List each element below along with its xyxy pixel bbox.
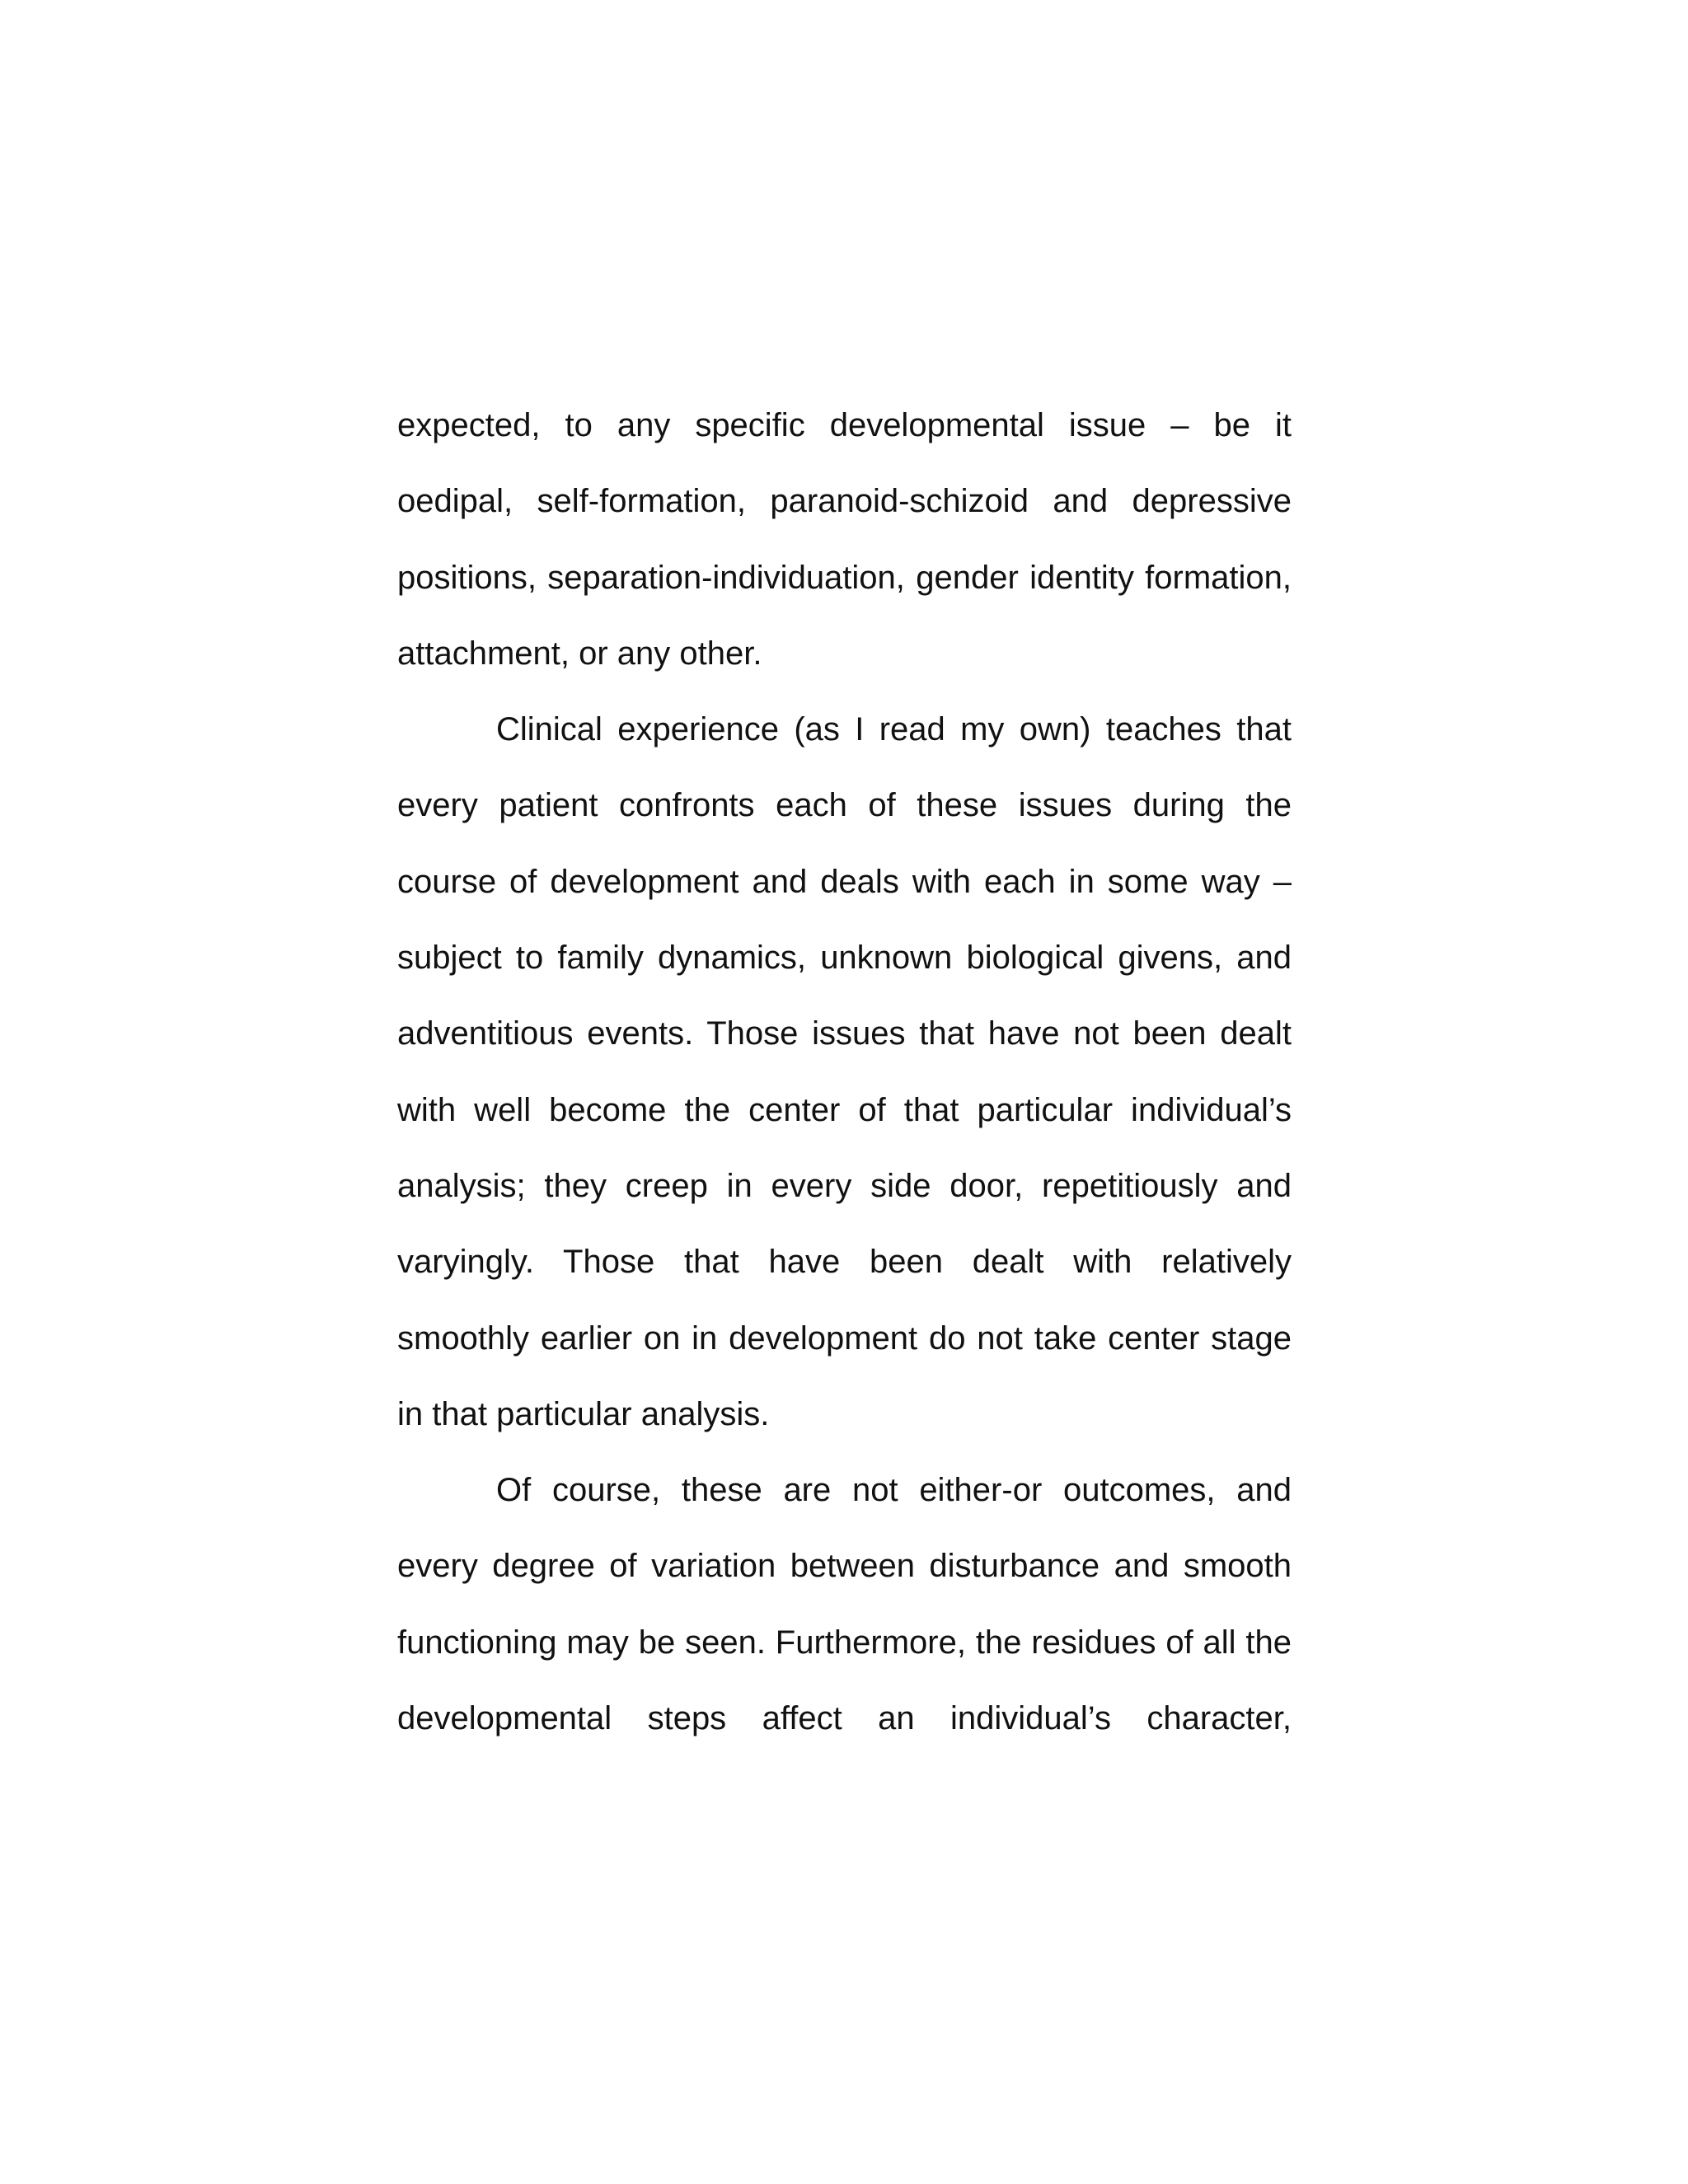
text-line: smoothly earlier on in development do not take center stage — [397, 1319, 1292, 1357]
text-line: course of development and deals with each in some way – — [397, 863, 1292, 900]
text-line: functioning may be seen. Furthermore, the residues of all the — [397, 1624, 1292, 1661]
text-line: varyingly. Those that have been dealt with relatively — [397, 1244, 1292, 1281]
text-line: positions, separation-individuation, gender identity formation, — [397, 559, 1292, 596]
text-line: subject to family dynamics, unknown biological givens, and — [397, 940, 1292, 977]
text-line: every degree of variation between disturbance and smooth — [397, 1548, 1292, 1585]
text-line: analysis; they creep in every side door, repetitiously and — [397, 1167, 1292, 1204]
text-line: Of course, these are not either-or outcomes, and — [496, 1472, 1292, 1509]
text-line: with well become the center of that particular individual’s — [397, 1091, 1292, 1128]
text-line: developmental steps affect an individual’s character, — [397, 1700, 1292, 1737]
text-line: Clinical experience (as I read my own) teaches that — [496, 711, 1292, 748]
body-text — [397, 387, 1292, 1756]
text-line: adventitious events. Those issues that have not been dealt — [397, 1015, 1292, 1052]
text-line: every patient confronts each of these issues during the — [397, 787, 1292, 824]
text-line: oedipal, self-formation, paranoid-schizoid and depressive — [397, 483, 1292, 520]
text-line: attachment, or any other. — [397, 635, 762, 672]
text-line: expected, to any specific developmental issue – be it — [397, 407, 1292, 443]
text-line: in that particular analysis. — [397, 1395, 770, 1432]
